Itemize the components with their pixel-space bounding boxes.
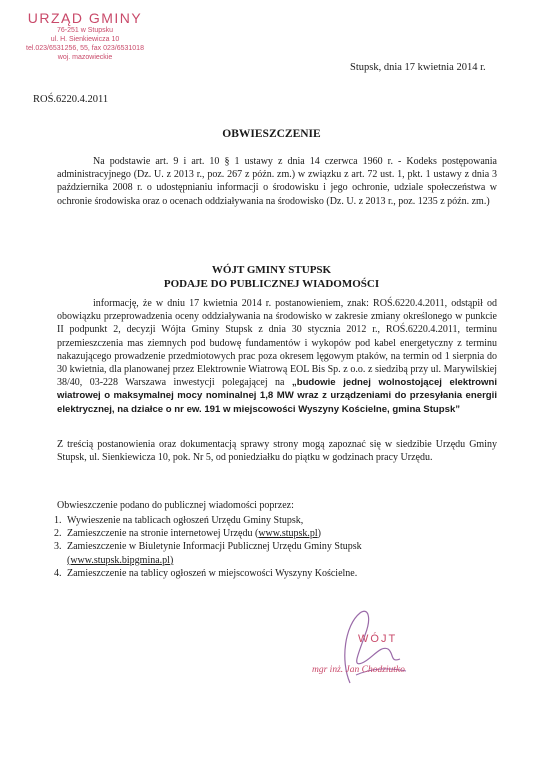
list-text [67, 540, 362, 566]
list-item [54, 540, 504, 566]
heading-announcement: PODAJE DO PUBLICZNEJ WIADOMOŚCI [163, 278, 380, 290]
list-number: 3. [54, 541, 62, 553]
bip-link[interactable]: (www.stupsk.bipgmina.pl) [67, 554, 174, 566]
list-text-part: Zamieszczenie na stronie internetowej Urzędu ( [67, 528, 259, 540]
info-paragraph [57, 438, 497, 464]
website-link[interactable]: www.stupsk.pl [258, 528, 318, 540]
signature-title: WÓJT [358, 633, 398, 645]
stamp-line: woj. mazowieckie [57, 54, 113, 61]
list-text [67, 527, 321, 540]
list-item [54, 567, 504, 580]
list-intro: Obwieszczenie podano do publicznej wiadomości poprzez: [57, 500, 294, 511]
signature-name: mgr inż. Jan Chodziutko [312, 665, 405, 675]
intro-text: Na podstawie art. 9 i art. 10 § 1 ustawy z dnia 14 czerwca 1960 r. - Kodeks postępowania administracyjnego (Dz. U. z 2013 r., poz. 267 z późn. zm.) w związku z art. 72 ust. 1, pkt. 1 ustawy z dnia 3 października 2008 r. o udostępnianiu informacji o środowisku i jego ochronie, udziale społeczeństwa w ochronie środowiska oraz o ocenach oddziaływania na środowisko (Dz. U. z 2013 r., poz. 1235 z późn. zm.) [57, 156, 497, 207]
list-item [54, 527, 504, 540]
list-text: Wywieszenie na tablicach ogłoszeń Urzędu Gminy Stupsk, [67, 515, 304, 526]
publication-list [54, 514, 504, 580]
stamp-line: tel.023/6531256, 55, fax 023/6531018 [26, 45, 144, 52]
info-text: Z treścią postanowienia oraz dokumentacją sprawy strony mogą zapoznać się w siedzibie Urzędu Gminy Stupsk, ul. Sienkiewicza 10, pok. Nr 5, od poniedziałku do piątku w godzinach pracy Urzędu. [57, 439, 497, 464]
body-text: informację, że w dniu 17 kwietnia 2014 r. postanowieniem, znak: ROŚ.6220.4.2011, odstąpił od obowiązku przeprowadzenia oceny oddziaływania na środowisko w zakresie zmiany określonego w punkcie II podpunkt 2, decyzji Wójta Gminy Stupsk z dnia 30 stycznia 2012 r., ROŚ.6220.4.2011, terminu przemieszczenia mas ziemnych pod budowę fundamentów i wykopów pod kabel energetyczny z terminu nakazującego prowadzenie przedmiotowych prac poza okresem lęgowym ptaków, na termin od 1 sierpnia do 30 kwietnia, dla planowanej przez Elektrownie Wiatrową EOL Bis Sp. z o.o. z siedzibą przy ul. Marywilskiej 38/40, 03-228 Warszawa inwestycji polegającej na [57, 298, 497, 389]
heading-wojt: WÓJT GMINY STUPSK [211, 264, 332, 276]
list-item [54, 514, 504, 527]
stamp-title: URZĄD GMINY [27, 10, 143, 26]
stamp-line: 76-251 w Stupsku [56, 27, 114, 34]
list-text-part: ) [317, 528, 322, 540]
document-title: OBWIESZCZENIE [222, 128, 321, 140]
signature-block [310, 605, 460, 690]
list-text: Zamieszczenie na tablicy ogłoszeń w miejscowości Wyszyny Kościelne. [67, 567, 358, 579]
office-stamp [10, 10, 160, 76]
list-text-part: Zamieszczenie w Biuletynie Informacji Publicznej Urzędu Gminy Stupsk [67, 541, 362, 553]
document-date: Stupsk, dnia 17 kwietnia 2014 r. [350, 62, 486, 73]
body-bold-text: „budowie jednej wolnostojącej elektrowni wiatrowej o maksymalnej mocy nominalnej 1,8 MW wraz z urządzeniami do przesyłania energii elektrycznej, na działce o nr ew. 191 w miejscowości Wyszyny Kościelne, gmina Stupsk” [57, 377, 497, 415]
list-number: 2. [54, 528, 62, 540]
body-paragraph [57, 297, 497, 416]
reference-number: ROŚ.6220.4.2011 [33, 94, 109, 105]
stamp-line: ul. H. Sienkiewicza 10 [50, 36, 120, 43]
list-number: 1. [54, 515, 62, 526]
list-number: 4. [54, 567, 62, 579]
handwritten-signature [310, 605, 460, 690]
intro-paragraph [57, 155, 497, 208]
